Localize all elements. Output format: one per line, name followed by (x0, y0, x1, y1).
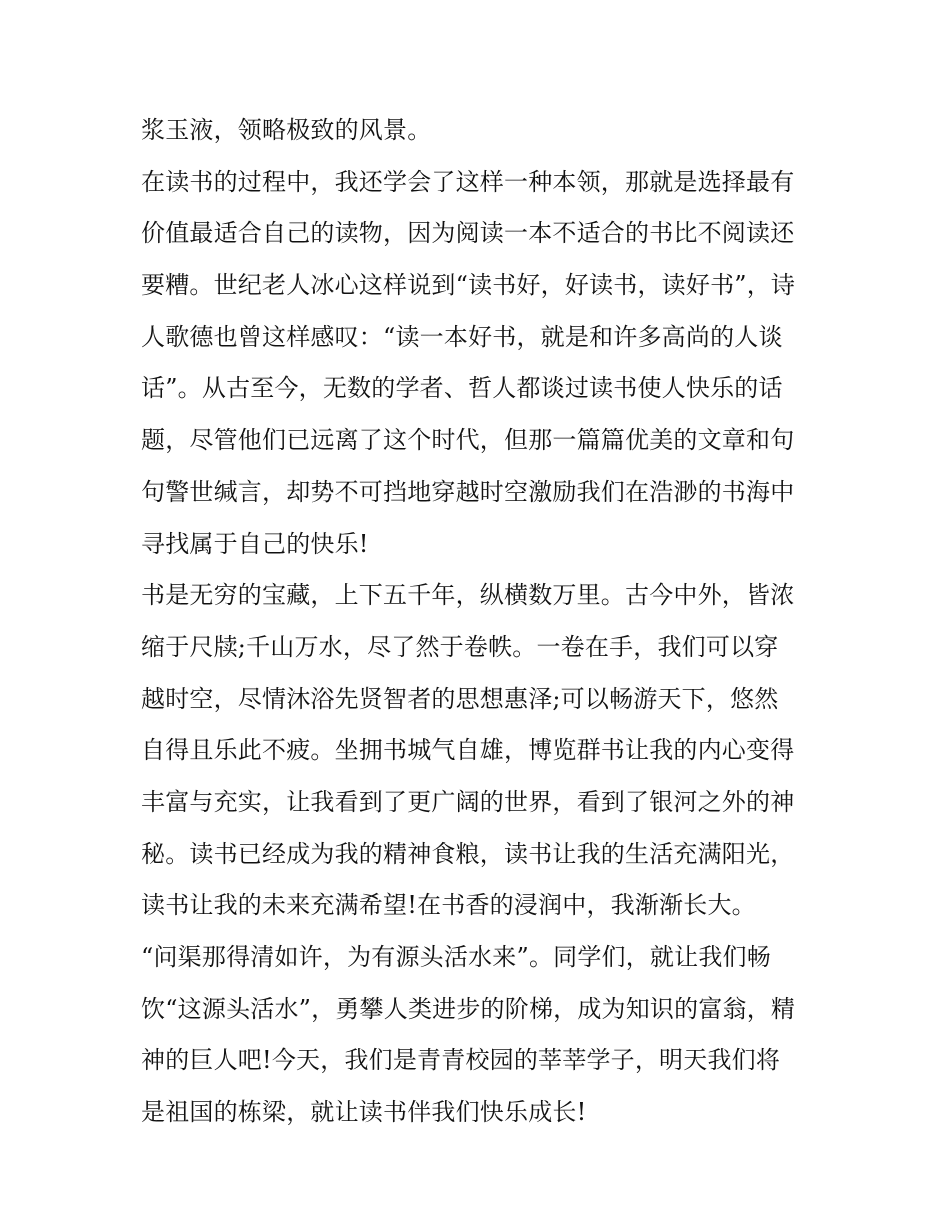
text-line: 价值最适合自己的读物，因为阅读一本不适合的书比不阅读还 (141, 219, 795, 248)
text-line: 读书让我的未来充满希望!在书香的浸润中，我渐渐长大。 (141, 891, 756, 920)
text-line: 书是无穷的宝藏，上下五千年，纵横数万里。古今中外，皆浓 (141, 581, 795, 610)
text-line: 自得且乐此不疲。坐拥书城气自雄，博览群书让我的内心变得 (141, 736, 795, 765)
text-line: 越时空，尽情沐浴先贤智者的思想惠泽;可以畅游天下，悠然 (141, 684, 779, 713)
text-line: 浆玉液，领略极致的风景。 (141, 116, 432, 144)
text-line: 在读书的过程中，我还学会了这样一种本领，那就是选择最有 (141, 167, 795, 196)
text-line: “问渠那得清如许，为有源头活水来”。同学们，就让我们畅 (141, 943, 771, 971)
text-line: 丰富与充实，让我看到了更广阔的世界，看到了银河之外的神 (141, 787, 795, 816)
text-line: 寻找属于自己的快乐! (141, 529, 369, 558)
text-line: 缩于尺牍;千山万水，尽了然于卷帙。一卷在手，我们可以穿 (141, 632, 779, 661)
text-line: 题，尽管他们已远离了这个时代，但那一篇篇优美的文章和句 (141, 426, 795, 455)
text-line: 要糟。世纪老人冰心这样说到“读书好，好读书，读好书”，诗 (141, 271, 796, 300)
text-line: 秘。读书已经成为我的精神食粮，读书让我的生活充满阳光， (141, 839, 795, 868)
text-line: 人歌德也曾这样感叹：“读一本好书，就是和许多高尚的人谈 (141, 322, 783, 351)
text-line: 是祖国的栋梁，就让读书伴我们快乐成长! (141, 1098, 587, 1127)
text-line: 话”。从古至今，无数的学者、哲人都谈过读书使人快乐的话 (141, 374, 783, 403)
text-line: 饮“这源头活水”，勇攀人类进步的阶梯，成为知识的富翁，精 (141, 994, 796, 1023)
document-body (141, 110, 821, 1144)
text-line: 神的巨人吧!今天，我们是青青校园的莘莘学子，明天我们将 (141, 1046, 781, 1075)
text-line: 句警世缄言，却势不可挡地穿越时空激励我们在浩渺的书海中 (141, 477, 795, 506)
